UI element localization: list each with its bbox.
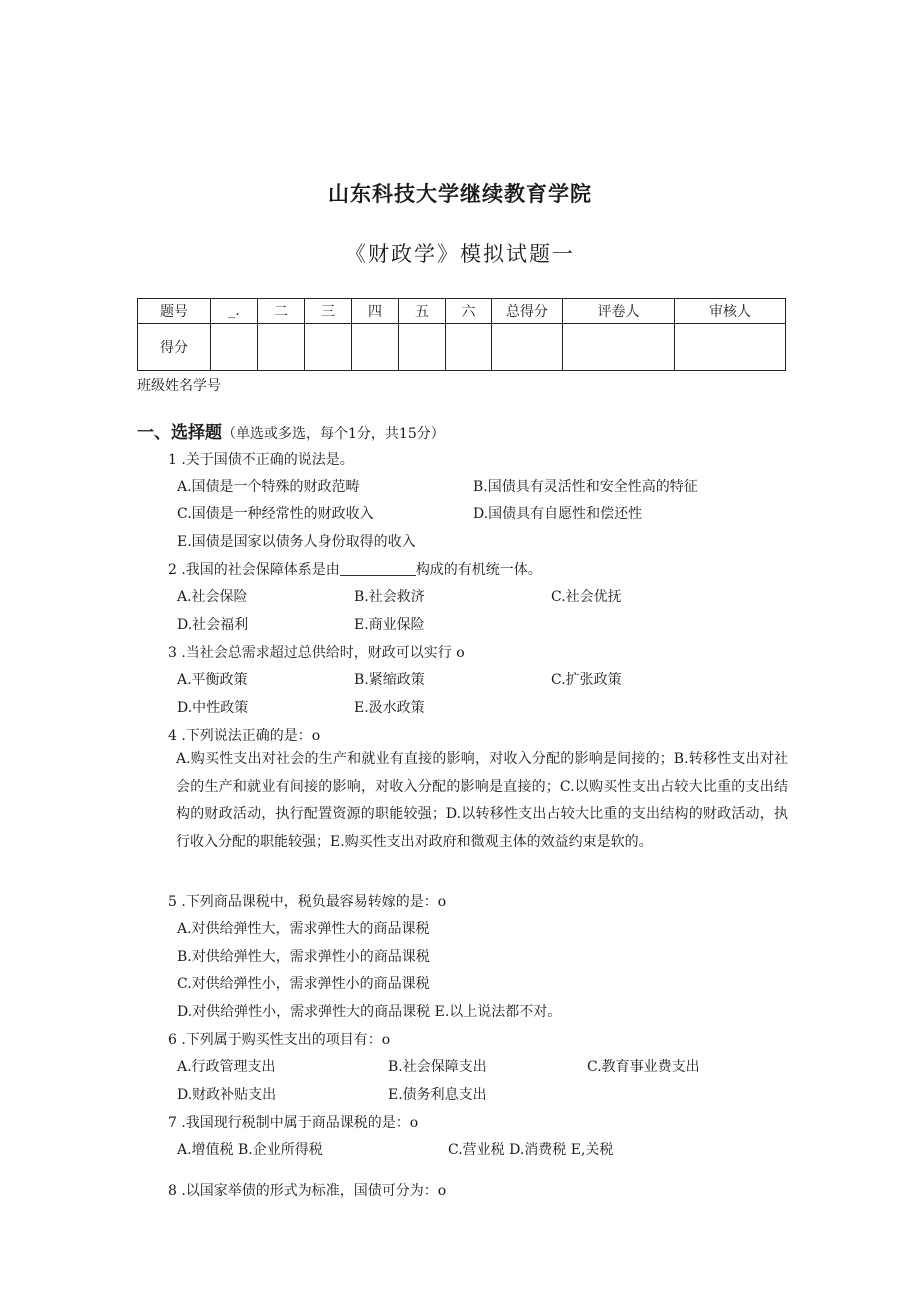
score-table-score-row — [138, 324, 786, 371]
school-title: 山东科技大学继续教育学院 — [328, 182, 592, 206]
score-cell — [352, 324, 399, 371]
q5-option-c: C.对供给弹性小，需求弹性小的商品课税 — [177, 976, 430, 992]
header-cell: 三 — [305, 299, 352, 324]
score-cell — [492, 324, 563, 371]
score-cell — [399, 324, 446, 371]
q6-option-b: B.社会保障支出 — [388, 1059, 487, 1075]
header-cell: 四 — [352, 299, 399, 324]
header-cell: 二 — [258, 299, 305, 324]
q2-option-d: D.社会福利 — [177, 617, 249, 633]
question-3-stem: 3 .当社会总需求超过总供给时，财政可以实行 o — [168, 645, 465, 661]
q3-option-e: E.汲水政策 — [354, 700, 425, 716]
q3-option-a: A.平衡政策 — [177, 672, 248, 688]
q1-option-d: D.国债具有自愿性和偿还性 — [473, 506, 643, 522]
score-row-label: 得分 — [138, 324, 211, 371]
q7-options-a-b: A.增值税 B.企业所得税 — [177, 1142, 323, 1158]
q1-option-e: E.国债是国家以债务人身份取得的收入 — [177, 534, 416, 550]
header-cell: 五 — [399, 299, 446, 324]
header-cell: _. — [211, 299, 258, 324]
score-table — [137, 298, 786, 371]
q6-option-c: C.教育事业费支出 — [587, 1059, 700, 1075]
header-cell: 评卷人 — [563, 299, 675, 324]
q6-option-d: D.财政补贴支出 — [177, 1087, 277, 1103]
score-cell — [675, 324, 786, 371]
q2-option-b: B.社会救济 — [354, 589, 425, 605]
score-table-header-row — [138, 299, 786, 324]
section-note: （单选或多选，每个1分，共15分） — [222, 426, 445, 442]
q4-options-paragraph: A.购买性支出对社会的生产和就业有直接的影响，对收入分配的影响是间接的；B.转移性支出对社会的生产和就业有间接的影响，对收入分配的影响是直接的；C.以购买性支出占较大比重的支出结构的财政活动，执行配置资源的职能较强；D.以转移性支出占较大比重的支出结构的财政活动，执行收入分配的职能较强；E.购买性支出对政府和微观主体的效益约束是软的。 — [176, 751, 788, 850]
header-cell: 题号 — [138, 299, 211, 324]
q3-option-d: D.中性政策 — [177, 700, 249, 716]
q5-option-b: B.对供给弹性大，需求弹性小的商品课税 — [177, 949, 430, 965]
q2-stem-end: 构成的有机统一体。 — [415, 562, 542, 578]
q6-option-a: A.行政管理支出 — [177, 1059, 276, 1075]
student-info-line: 班级姓名学号 — [137, 378, 221, 394]
score-cell — [446, 324, 492, 371]
section-heading — [137, 418, 445, 443]
q1-option-c: C.国债是一种经常性的财政收入 — [177, 506, 374, 522]
section-number: 一、 — [137, 423, 171, 443]
q1-option-b: B.国债具有灵活性和安全性高的特征 — [473, 479, 698, 495]
header-cell: 审核人 — [675, 299, 786, 324]
q2-stem-start: 2 .我国的社会保障体系是由 — [168, 562, 340, 578]
header-cell: 六 — [446, 299, 492, 324]
score-cell — [211, 324, 258, 371]
q3-option-c: C.扩张政策 — [551, 672, 622, 688]
q2-option-a: A.社会保险 — [177, 589, 248, 605]
question-7-stem: 7 .我国现行税制中属于商品课税的是：o — [168, 1115, 419, 1131]
q2-option-e: E.商业保险 — [354, 617, 425, 633]
q1-option-a: A.国债是一个特殊的财政范畴 — [177, 479, 360, 495]
score-cell — [563, 324, 675, 371]
q5-option-d-e: D.对供给弹性小，需求弹性大的商品课税 E.以上说法都不对。 — [177, 1004, 562, 1020]
answer-blank — [340, 561, 416, 576]
q2-option-c: C.社会优抚 — [551, 589, 622, 605]
question-2-stem — [168, 559, 542, 579]
question-1-stem: 1 .关于国债不正确的说法是。 — [168, 452, 354, 468]
q7-options-c-d-e: C.营业税 D.消费税 E,关税 — [448, 1142, 614, 1158]
question-8-stem: 8 .以国家举债的形式为标准，国债可分为：o — [168, 1183, 447, 1199]
question-6-stem: 6 .下列属于购买性支出的项目有：o — [168, 1032, 391, 1048]
score-cell — [305, 324, 352, 371]
header-cell: 总得分 — [492, 299, 563, 324]
question-4-stem: 4 .下列说法正确的是：o — [168, 728, 321, 744]
score-cell — [258, 324, 305, 371]
q5-option-a: A.对供给弹性大，需求弹性大的商品课税 — [177, 921, 430, 937]
exam-title: 《财政学》模拟试题一 — [345, 242, 575, 266]
section-title: 选择题 — [171, 423, 222, 443]
q6-option-e: E.债务利息支出 — [388, 1087, 487, 1103]
question-5-stem: 5 .下列商品课税中，税负最容易转嫁的是：o — [168, 894, 447, 910]
q3-option-b: B.紧缩政策 — [354, 672, 425, 688]
